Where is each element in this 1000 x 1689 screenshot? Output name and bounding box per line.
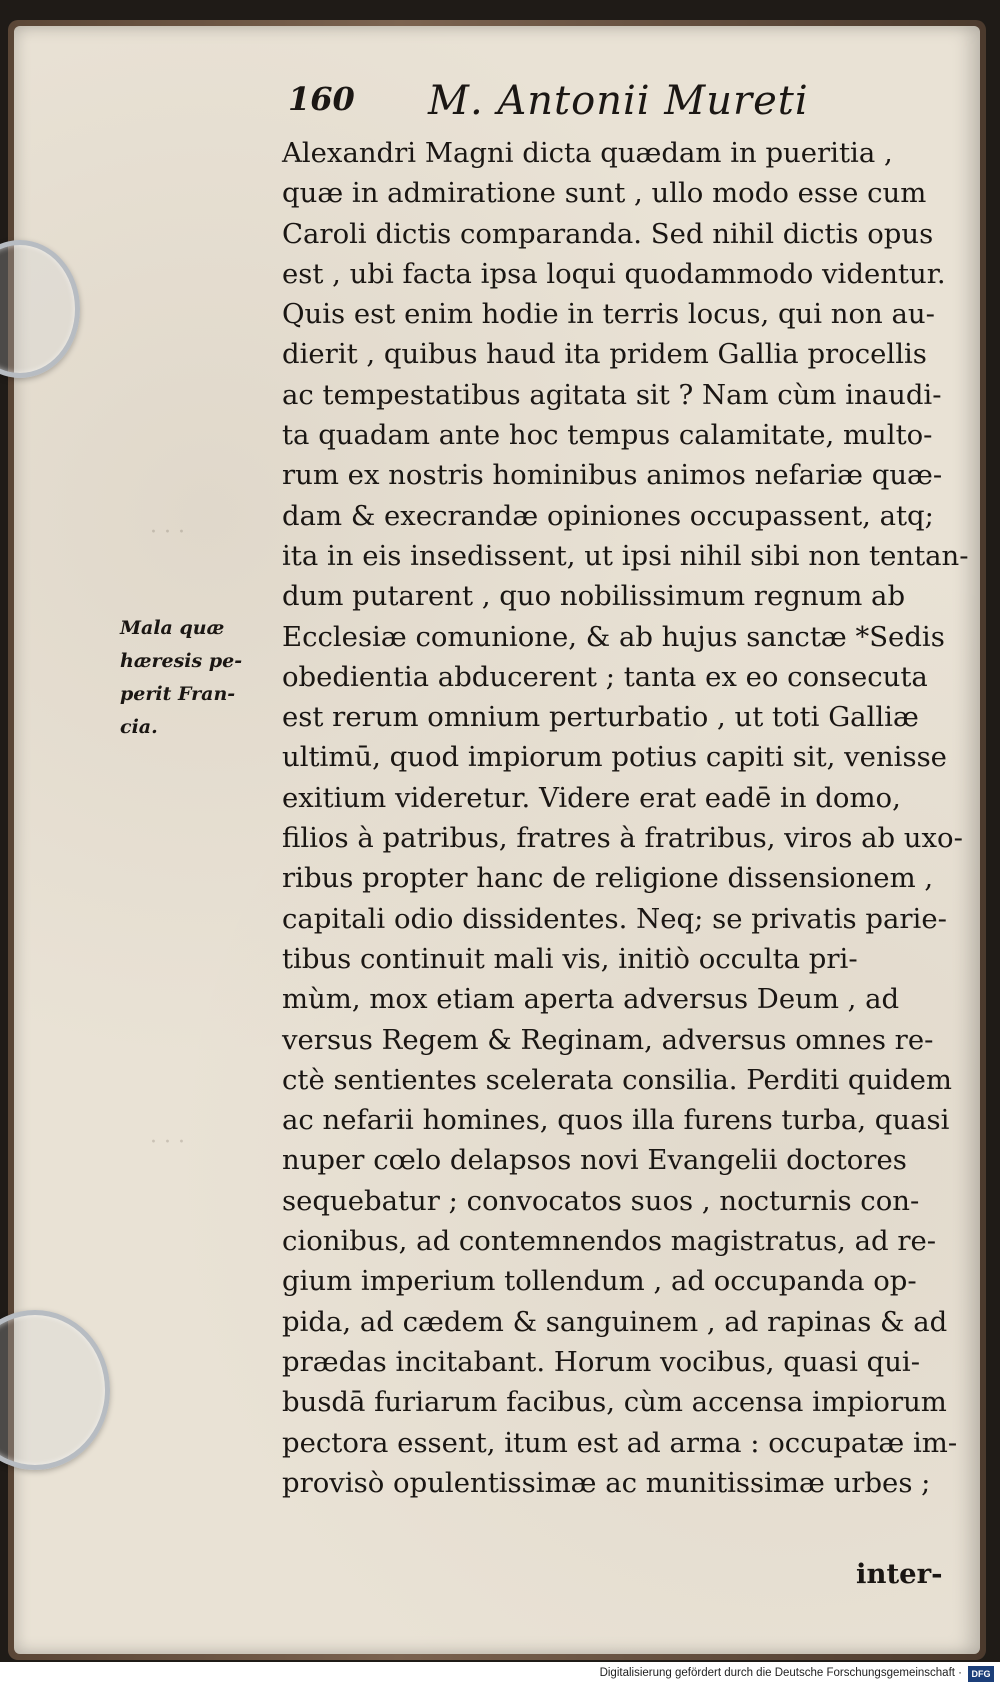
marginal-note-line: Mala quæ xyxy=(120,617,225,639)
text-line: pectora essent, itum est ad arma : occupatæ im- xyxy=(282,1426,958,1459)
text-line: ita in eis insedissent, ut ipsi nihil sibi non tentan- xyxy=(282,539,969,572)
marginal-note-line: hæresis pe- xyxy=(120,650,243,672)
footer-bar xyxy=(0,1662,1000,1689)
text-line: tibus continuit mali vis, initiò occulta pri- xyxy=(282,942,858,975)
text-line: ultimū, quod impiorum potius capiti sit, venisse xyxy=(282,741,947,774)
marginal-note-line: perit Fran- xyxy=(120,683,236,705)
text-line: est rerum omnium perturbatio , ut toti Galliæ xyxy=(282,701,919,734)
text-line: ctè sentientes scelerata consilia. Perditi quidem xyxy=(282,1063,952,1096)
text-line: sequebatur ; convocatos suos , nocturnis con- xyxy=(282,1184,920,1217)
text-line: ac nefarii homines, quos illa furens turba, quasi xyxy=(282,1104,950,1137)
text-line: pida, ad cædem & sanguinem , ad rapinas & ad xyxy=(282,1305,948,1338)
bleed-through-mark: · · · xyxy=(150,520,185,545)
text-line: ac tempestatibus agitata sit ? Nam cùm inaudi- xyxy=(282,378,942,411)
text-line: prædas incitabant. Horum vocibus, quasi qui- xyxy=(282,1345,921,1378)
page-number: 160 xyxy=(288,80,355,118)
text-line: filios à patribus, fratres à fratribus, viros ab uxo- xyxy=(282,822,963,855)
text-line: ta quadam ante hoc tempus calamitate, multo- xyxy=(282,419,933,452)
text-line: exitium videretur. Videre erat eadē in domo, xyxy=(282,781,901,814)
text-line: busdā furiarum facibus, cùm accensa impiorum xyxy=(282,1386,947,1419)
text-line: quæ in admiratione sunt , ullo modo esse cum xyxy=(282,177,927,210)
text-line: mùm, mox etiam aperta adversus Deum , ad xyxy=(282,983,900,1016)
body-text xyxy=(282,133,969,1503)
footer-credit: Digitalisierung gefördert durch die Deutsche Forschungsgemeinschaft · xyxy=(599,1667,962,1679)
text-line: nuper cœlo delapsos novi Evangelii doctores xyxy=(282,1144,907,1177)
text-line: cionibus, ad contemnendos magistratus, ad re- xyxy=(282,1225,937,1258)
running-title: M. Antonii Mureti xyxy=(428,78,809,124)
bleed-through-mark: · · · xyxy=(150,1130,185,1155)
marginal-note-line: cia. xyxy=(120,716,158,738)
catchword: inter- xyxy=(856,1558,943,1590)
text-line: dam & execrandæ opiniones occupassent, atq; xyxy=(282,499,934,532)
text-line: gium imperium tollendum , ad occupanda op- xyxy=(282,1265,917,1298)
running-head xyxy=(288,78,848,128)
text-line: Quis est enim hodie in terris locus, qui non au- xyxy=(282,298,935,331)
text-line: obedientia abducerent ; tanta ex eo consecuta xyxy=(282,660,928,693)
marginal-note xyxy=(120,612,270,744)
text-line: ribus propter hanc de religione dissensionem , xyxy=(282,862,934,895)
text-line: dierit , quibus haud ita pridem Gallia procellis xyxy=(282,338,927,371)
text-line: versus Regem & Reginam, adversus omnes re- xyxy=(282,1023,934,1056)
text-line: rum ex nostris hominibus animos nefariæ quæ- xyxy=(282,459,943,492)
text-line: dum putarent , quo nobilissimum regnum ab xyxy=(282,580,906,613)
dfg-logo-icon: DFG xyxy=(968,1666,994,1682)
text-line: provisò opulentissimæ ac munitissimæ urbes ; xyxy=(282,1466,931,1499)
text-line: Ecclesiæ comunione, & ab hujus sanctæ *Sedis xyxy=(282,620,945,653)
text-line: est , ubi facta ipsa loqui quodammodo videntur. xyxy=(282,257,946,290)
text-line: Alexandri Magni dicta quædam in pueritia , xyxy=(282,137,893,169)
text-line: capitali odio dissidentes. Neq; se privatis parie- xyxy=(282,902,947,935)
text-line: Caroli dictis comparanda. Sed nihil dictis opus xyxy=(282,217,934,250)
